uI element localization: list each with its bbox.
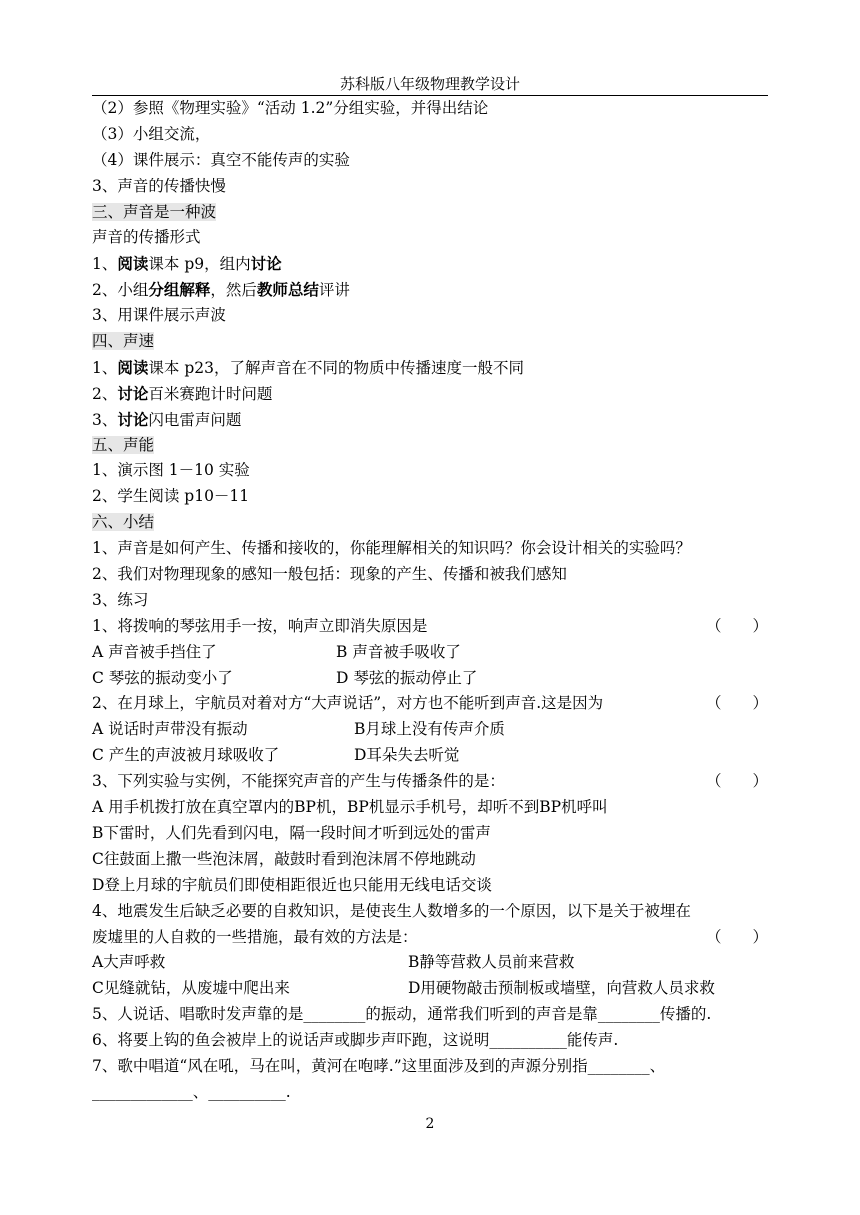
answer-parenthesis: （ ） <box>705 927 768 946</box>
option-line: A 用手机拨打放在真空罩内的BP机，BP机显示手机号，却听不到BP机呼叫 <box>92 798 608 817</box>
text-line: （4）课件展示：真空不能传声的实验 <box>92 150 350 169</box>
option-b: B 声音被手吸收了 <box>336 642 461 661</box>
answer-parenthesis: （ ） <box>705 616 768 635</box>
option-b: B静等营救人员前来营救 <box>408 953 575 972</box>
text-line: 2、学生阅读 p10－11 <box>92 487 250 506</box>
text-run: 2、小组 <box>92 281 149 300</box>
question-text: 3、下列实验与实例，不能探究声音的产生与传播条件的是： <box>92 772 505 791</box>
section-title: 三、声音是一种波 <box>92 202 217 221</box>
text-line: 3、练习 <box>92 590 149 609</box>
text-line: （2）参照《物理实验》“活动 1.2”分组实验，并得出结论 <box>92 99 489 117</box>
question-stem: 4、地震发生后缺乏必要的自救知识，是使丧生人数增多的一个原因，以下是关于被埋在 <box>92 901 691 920</box>
text-line: 3、声音的传播快慢 <box>92 176 226 195</box>
section-heading <box>92 433 768 459</box>
text-line <box>92 381 768 407</box>
text-line: （3）小组交流， <box>92 124 211 143</box>
question-text: 2、在月球上，宇航员对着对方“大声说话”，对方也不能听到声音.这是因为 <box>92 694 604 713</box>
option-c: C见缝就钻，从废墟中爬出来 <box>92 979 290 998</box>
question-stem <box>92 691 768 717</box>
document-body <box>92 96 768 1106</box>
section-title: 五、声能 <box>92 435 155 454</box>
options-row <box>92 717 768 743</box>
bold-run: 讨论 <box>117 409 149 429</box>
option-d: D用硬物敲击预制板或墙壁，向营救人员求救 <box>408 979 715 998</box>
answer-parenthesis: （ ） <box>705 772 768 791</box>
option-line: C往鼓面上撒一些泡沫屑，敲鼓时看到泡沫屑不停地跳动 <box>92 849 476 868</box>
bold-run: 讨论 <box>117 383 149 403</box>
text-run: 课本 p23，了解声音在不同的物质中传播速度一般不同 <box>148 358 524 377</box>
text-run: ，然后 <box>210 281 257 300</box>
section-heading <box>92 510 768 536</box>
text-run: 闪电雷声问题 <box>148 410 242 429</box>
options-row <box>92 743 768 769</box>
bold-run: 教师总结 <box>256 280 319 300</box>
question-stem <box>92 614 768 640</box>
section-heading <box>92 329 768 355</box>
text-line: 1、演示图 1－10 实验 <box>92 461 250 480</box>
fill-blank-question: 7、歌中唱道“风在吼，马在叫，黄河在咆哮.”这里面涉及到的声源分别指________、 <box>92 1056 666 1075</box>
text-line: 2、我们对物理现象的感知一般包括：现象的产生、传播和被我们感知 <box>92 565 567 584</box>
options-row <box>92 976 768 1002</box>
option-c: C 产生的声波被月球吸收了 <box>92 746 280 765</box>
option-line: D登上月球的宇航员们即使相距很近也只能用无线电话交谈 <box>92 875 492 894</box>
options-row <box>92 640 768 666</box>
text-line: 1、声音是如何产生、传播和接收的，你能理解相关的知识吗？你会设计相关的实验吗？ <box>92 539 691 558</box>
text-line <box>92 277 768 303</box>
option-a: A 说话时声带没有振动 <box>92 720 248 739</box>
bold-run: 讨论 <box>250 254 282 274</box>
options-row <box>92 950 768 976</box>
option-d: D 琴弦的振动停止了 <box>336 668 478 687</box>
bold-run: 阅读 <box>117 254 149 274</box>
option-a: A大声呼救 <box>92 953 166 972</box>
text-line <box>92 407 768 433</box>
option-c: C 琴弦的振动变小了 <box>92 668 233 687</box>
text-line <box>92 355 768 381</box>
text-run: 1、 <box>92 255 118 274</box>
fill-blank-question: 6、将要上钩的鱼会被岸上的说话声或脚步声吓跑，这说明__________能传声. <box>92 1031 619 1050</box>
section-subtitle: 声音的传播形式 <box>92 228 201 247</box>
section-title: 四、声速 <box>92 332 155 351</box>
text-run: 百米赛跑计时问题 <box>148 384 273 403</box>
page-header-title: 苏科版八年级物理教学设计 <box>339 75 520 93</box>
section-heading <box>92 200 768 226</box>
section-title: 六、小结 <box>92 513 155 532</box>
question-text: 废墟里的人自救的一些措施，最有效的方法是： <box>92 927 418 946</box>
answer-parenthesis: （ ） <box>705 694 768 713</box>
bold-run: 分组解释 <box>148 280 211 300</box>
question-stem <box>92 769 768 795</box>
option-a: A 声音被手挡住了 <box>92 642 217 661</box>
text-run: 课本 p9，组内 <box>148 255 251 274</box>
text-run: 1、 <box>92 358 118 377</box>
option-d: D耳朵失去听觉 <box>354 746 460 765</box>
text-run: 3、 <box>92 410 118 429</box>
text-line <box>92 251 768 277</box>
fill-blank-question: _____________、__________. <box>92 1082 291 1101</box>
text-line: 3、用课件展示声波 <box>92 306 226 325</box>
question-stem <box>92 925 768 951</box>
question-text: 1、将拨响的琴弦用手一按，响声立即消失原因是 <box>92 616 428 635</box>
fill-blank-question: 5、人说话、唱歌时发声靠的是________的振动，通常我们听到的声音是靠________传播的. <box>92 1005 712 1024</box>
text-run: 评讲 <box>318 281 350 300</box>
options-row <box>92 666 768 692</box>
text-run: 2、 <box>92 384 118 403</box>
bold-run: 阅读 <box>117 357 149 377</box>
page-number: 2 <box>425 1116 435 1132</box>
option-b: B月球上没有传声介质 <box>354 720 505 739</box>
option-line: B下雷时，人们先看到闪电，隔一段时间才听到远处的雷声 <box>92 823 491 842</box>
